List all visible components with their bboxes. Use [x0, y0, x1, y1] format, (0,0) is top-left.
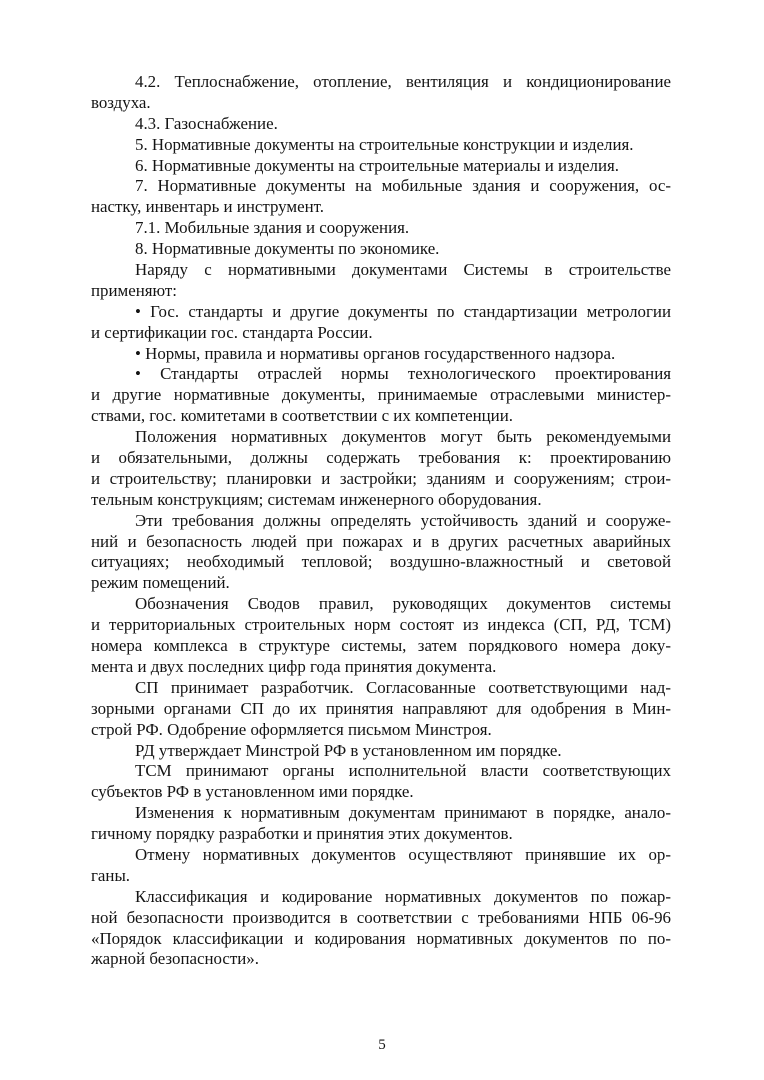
- text-line: 4.3. Газоснабжение.: [135, 113, 278, 133]
- text-line: Обозначения Сводов правил, руководящих документов системы: [135, 594, 671, 614]
- text-line: СП принимает разработчик. Согласованные соответствующими над-: [135, 677, 671, 697]
- text-line: 4.2. Теплоснабжение, отопление, вентиляция и кондиционирование: [135, 72, 671, 91]
- text-line: и территориальных строительных норм состоят из индекса (СП, РД, ТСМ): [91, 615, 671, 635]
- text-line: Положения нормативных документов могут быть рекомендуемыми: [135, 427, 671, 447]
- text-line: и другие нормативные документы, принимаемые отраслевыми министер-: [91, 385, 671, 405]
- text-line: • Гос. стандарты и другие документы по стандартизации метрологии: [135, 301, 671, 321]
- text-line: ной безопасности производится в соответствии с требованиями НПБ 06-96: [91, 907, 671, 927]
- text-line: 8. Нормативные документы по экономике.: [135, 239, 440, 259]
- text-line: настку, инвентарь и инструмент.: [91, 197, 324, 217]
- text-line: и обязательными, должны содержать требования к: проектированию: [91, 448, 671, 468]
- text-line: Изменения к нормативным документам принимают в порядке, анало-: [135, 803, 671, 823]
- text-line: гичному порядку разработки и принятия этих документов.: [91, 824, 513, 844]
- text-line: строй РФ. Одобрение оформляется письмом Минстроя.: [91, 719, 492, 739]
- text-line: номера комплекса в структуре системы, затем порядкового номера доку-: [91, 636, 671, 656]
- text-line: зорными органами СП до их принятия направляют для одобрения в Мин-: [91, 698, 671, 718]
- text-line: • Нормы, правила и нормативы органов государственного надзора.: [135, 343, 616, 363]
- text-line: режим помещений.: [91, 573, 230, 593]
- text-line: воздуха.: [91, 92, 151, 112]
- text-line: Отмену нормативных документов осуществляют принявшие их ор-: [135, 844, 671, 864]
- text-line: 7. Нормативные документы на мобильные здания и сооружения, ос-: [135, 176, 671, 196]
- text-line: и строительству; планировки и застройки; зданиям и сооружениям; строи-: [91, 468, 671, 488]
- text-line: ТСМ принимают органы исполнительной власти соответствующих: [135, 761, 671, 781]
- text-line: ситуациях; необходимый тепловой; воздушно-влажностный и световой: [91, 552, 671, 572]
- text-line: жарной безопасности».: [91, 949, 259, 969]
- text-line: ганы.: [91, 865, 131, 885]
- text-line: тельным конструкциям; системам инженерного оборудования.: [91, 489, 542, 509]
- text-line: 5. Нормативные документы на строительные конструкции и изделия.: [135, 134, 634, 154]
- text-line: • Стандарты отраслей нормы технологического проектирования: [135, 364, 671, 384]
- text-line: 7.1. Мобильные здания и сооружения.: [135, 218, 410, 238]
- text-line: Наряду с нормативными документами Системы в строительстве: [135, 260, 671, 280]
- text-line: и сертификации гос. стандарта России.: [91, 322, 373, 342]
- text-line: применяют:: [91, 280, 177, 300]
- text-line: субъектов РФ в установленном ими порядке.: [91, 782, 414, 802]
- text-line: Эти требования должны определять устойчивость зданий и сооруже-: [135, 510, 671, 530]
- body-text: [91, 72, 671, 970]
- text-line: ствами, гос. комитетами в соответствии с их компетенции.: [91, 406, 513, 426]
- text-line: РД утверждает Минстрой РФ в установленном им порядке.: [135, 740, 562, 760]
- page-number: 5: [378, 1037, 386, 1053]
- text-line: 6. Нормативные документы на строительные материалы и изделия.: [135, 155, 620, 175]
- text-line: «Порядок классификации и кодирования нормативных документов по по-: [91, 928, 671, 948]
- text-line: Классификация и кодирование нормативных документов по пожар-: [135, 886, 671, 906]
- text-line: ний и безопасность людей при пожарах и в других расчетных аварийных: [91, 531, 671, 551]
- text-line: мента и двух последних цифр года принятия документа.: [91, 656, 497, 676]
